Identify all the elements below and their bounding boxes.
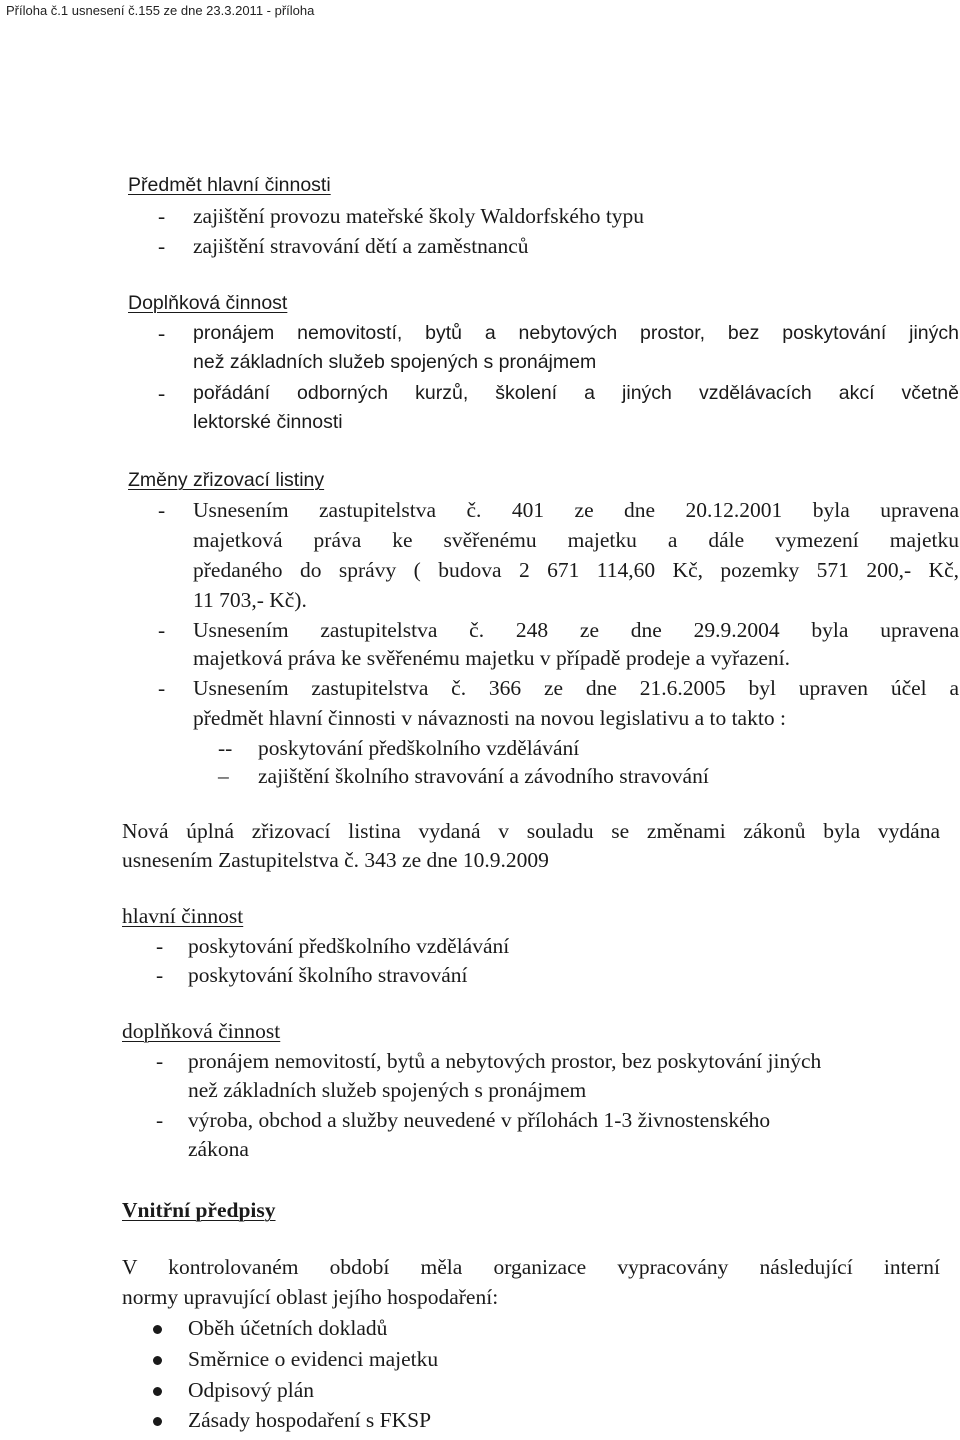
bullet-item: Odpisový plán [188, 1378, 315, 1402]
page-header: Příloha č.1 usnesení č.155 ze dne 23.3.2011 - příloha [6, 3, 315, 18]
section-heading-main-activity-new: hlavní činnost [122, 904, 244, 928]
dash-marker: -- [218, 736, 233, 760]
list-item-line: předmět hlavní činnosti v návaznosti na novou legislativu a to takto : [193, 706, 786, 730]
paragraph-line: usnesením Zastupitelstva č. 343 ze dne 10.9.2009 [122, 848, 549, 872]
section-heading-main-activity: Předmět hlavní činnosti [128, 174, 331, 196]
section-heading-supplementary-activity: Doplňková činnost [128, 292, 288, 314]
section-heading-deed-changes: Změny zřizovací listiny [128, 469, 325, 491]
list-item: zajištění provozu mateřské školy Waldorfského typu [193, 204, 645, 228]
bullet-item: Oběh účetních dokladů [188, 1316, 388, 1340]
list-item-line: než základních služeb spojených s pronájmem [193, 351, 597, 373]
sub-list-item: zajištění školního stravování a závodního stravování [258, 764, 709, 788]
list-item-line: 11 703,- Kč). [193, 588, 307, 612]
dash-marker: - [158, 618, 166, 642]
dash-marker: - [156, 934, 164, 958]
section-heading-internal-regulations: Vnitřní předpisy [122, 1198, 276, 1222]
paragraph-line: V kontrolovaném období měla organizace vypracovány následující interní [122, 1255, 940, 1279]
bullet-icon [153, 1356, 162, 1365]
list-item: poskytování předškolního vzdělávání [188, 934, 510, 958]
dash-marker: - [158, 381, 166, 405]
dash-marker: – [218, 764, 229, 788]
section-heading-supplementary-activity-new: doplňková činnost [122, 1019, 281, 1043]
list-item-line: Usnesením zastupitelstva č. 366 ze dne 21.6.2005 byl upraven účel a [193, 676, 959, 700]
bullet-icon [153, 1417, 162, 1426]
dash-marker: - [158, 204, 166, 228]
dash-marker: - [158, 498, 166, 522]
dash-marker: - [158, 676, 166, 700]
list-item-line: Usnesením zastupitelstva č. 401 ze dne 20.12.2001 byla upravena [193, 498, 959, 522]
list-item: poskytování školního stravování [188, 963, 468, 987]
list-item-line: lektorské činnosti [193, 411, 343, 433]
dash-marker: - [156, 1049, 164, 1073]
list-item-line: pořádání odborných kurzů, školení a jiných vzdělávacích akcí včetně [193, 382, 959, 404]
bullet-icon [153, 1387, 162, 1396]
list-item-line: výroba, obchod a služby neuvedené v přílohách 1-3 živnostenského [188, 1108, 771, 1132]
list-item-line: majetková práva ke svěřenému majetku a dále vymezení majetku [193, 528, 959, 552]
bullet-item: Směrnice o evidenci majetku [188, 1347, 439, 1371]
sub-list-item: poskytování předškolního vzdělávání [258, 736, 580, 760]
bullet-item: Zásady hospodaření s FKSP [188, 1408, 432, 1432]
list-item-line: předaného do správy ( budova 2 671 114,60 Kč, pozemky 571 200,- Kč, [193, 558, 959, 582]
dash-marker: - [158, 234, 166, 258]
list-item: zajištění stravování dětí a zaměstnanců [193, 234, 529, 258]
dash-marker: - [158, 321, 166, 345]
dash-marker: - [156, 963, 164, 987]
list-item-line: pronájem nemovitostí, bytů a nebytových prostor, bez poskytování jiných [193, 322, 959, 344]
dash-marker: - [156, 1108, 164, 1132]
list-item-line: zákona [188, 1137, 249, 1161]
list-item-line: Usnesením zastupitelstva č. 248 ze dne 29.9.2004 byla upravena [193, 618, 959, 642]
list-item-line: než základních služeb spojených s pronájmem [188, 1078, 587, 1102]
list-item-line: majetková práva ke svěřenému majetku v případě prodeje a vyřazení. [193, 646, 790, 670]
list-item-line: pronájem nemovitostí, bytů a nebytových prostor, bez poskytování jiných [188, 1049, 822, 1073]
paragraph-line: normy upravující oblast jejího hospodaření: [122, 1285, 499, 1309]
paragraph-line: Nová úplná zřizovací listina vydaná v souladu se změnami zákonů byla vydána [122, 819, 940, 843]
bullet-icon [153, 1325, 162, 1334]
